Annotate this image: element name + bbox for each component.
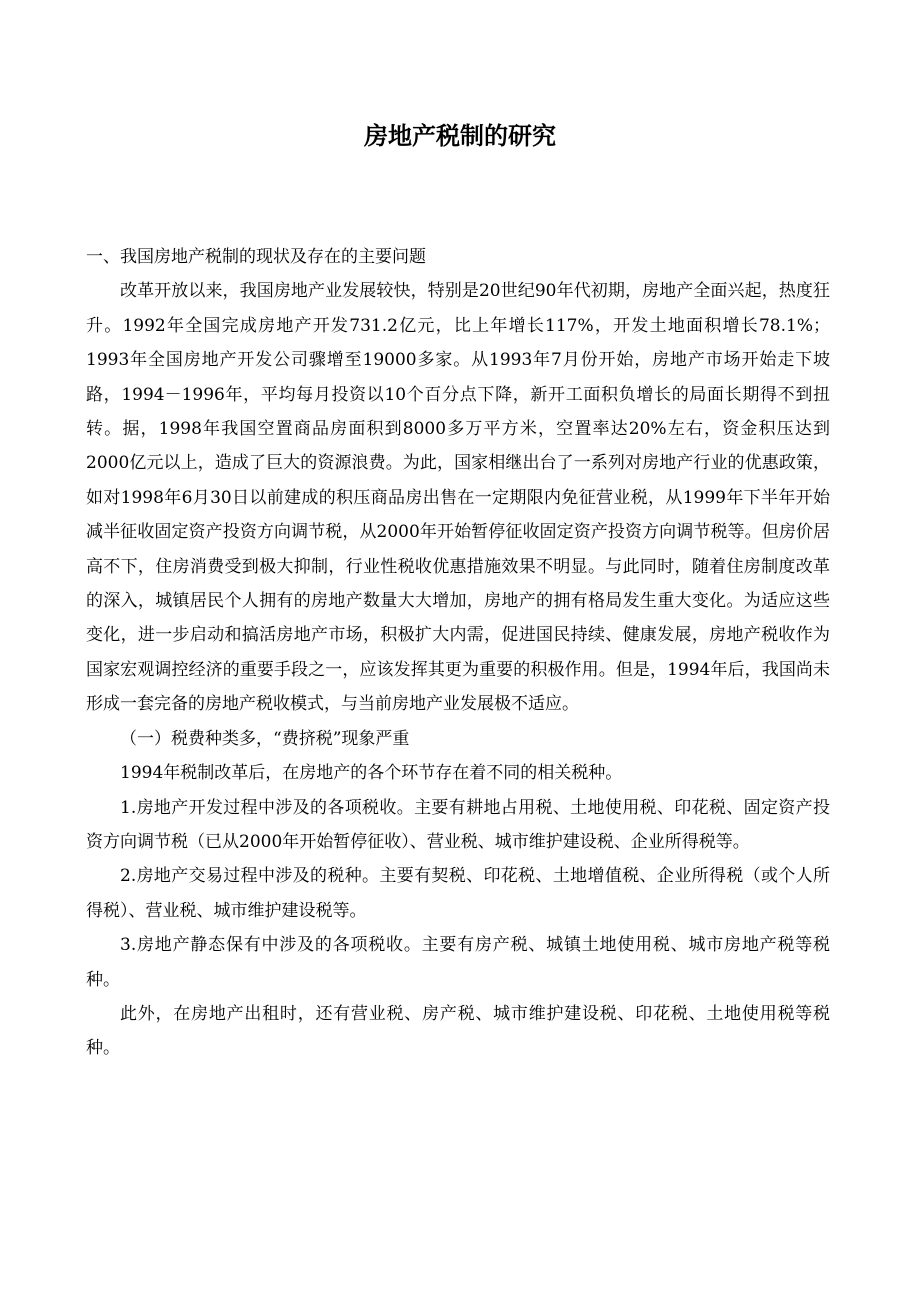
document-title: 房地产税制的研究 <box>364 122 556 150</box>
paragraph-tax-reform: 1994年税制改革后，在房地产的各个环节存在着不同的相关税种。 <box>120 763 623 784</box>
list-item-development-taxes: 1.房地产开发过程中涉及的各项税收。主要有耕地占用税、土地使用税、印花税、固定资产投资方向调节税（已从2000年开始暂停征收）、营业税、城市维护建设税、企业所得税等。 <box>86 797 830 852</box>
section-heading: 一、我国房地产税制的现状及存在的主要问题 <box>86 247 426 267</box>
list-item-holding-taxes: 3.房地产静态保有中涉及的各项税收。主要有房产税、城镇土地使用税、城市房地产税等税种。 <box>86 935 830 990</box>
paragraph-rental-taxes: 此外，在房地产出租时，还有营业税、房产税、城市维护建设税、印花税、土地使用税等税种。 <box>86 1003 830 1059</box>
list-item-transaction-taxes: 2.房地产交易过程中涉及的税种。主要有契税、印花税、土地增值税、企业所得税（或个人所得税）、营业税、城市维护建设税等。 <box>86 866 830 921</box>
sub-heading-tax-types: （一）税费种类多，“费挤税”现象严重 <box>120 728 410 749</box>
document-body <box>86 240 830 1066</box>
paragraph-intro: 改革开放以来，我国房地产业发展较快，特别是20世纪90年代初期，房地产全面兴起，热度狂升。1992年全国完成房地产开发731.2亿元，比上年增长117%，开发土地面积增长78.1%；1993年全国房地产开发公司骤增至19000多家。从1993年7月份开始，房地产市场开始走下坡路，1994－1996年，平均每月投资以10个百分点下降，新开工面积负增长的局面长期得不到扭转。据，1998年我国空置商品房面积到8000多万平方米，空置率达20%左右，资金积压达到2000亿元以上，造成了巨大的资源浪费。为此，国家相继出台了一系列对房地产行业的优惠政策，如对1998年6月30日以前建成的积压商品房出售在一定期限内免征营业税，从1999年下半年开始减半征收固定资产投资方向调节税，从2000年开始暂停征收固定资产投资方向调节税等。但房价居高不下，住房消费受到极大抑制，行业性税收优惠措施效果不明显。与此同时，随着住房制度改革的深入，城镇居民个人拥有的房地产数量大大增加，房地产的拥有格局发生重大变化。为适应这些变化，进一步启动和搞活房地产市场，积极扩大内需，促进国民持续、健康发展，房地产税收作为国家宏观调控经济的重要手段之一，应该发挥其更为重要的积极作用。但是，1994年后，我国尚未形成一套完备的房地产税收模式，与当前房地产业发展极不适应。 <box>86 281 830 715</box>
